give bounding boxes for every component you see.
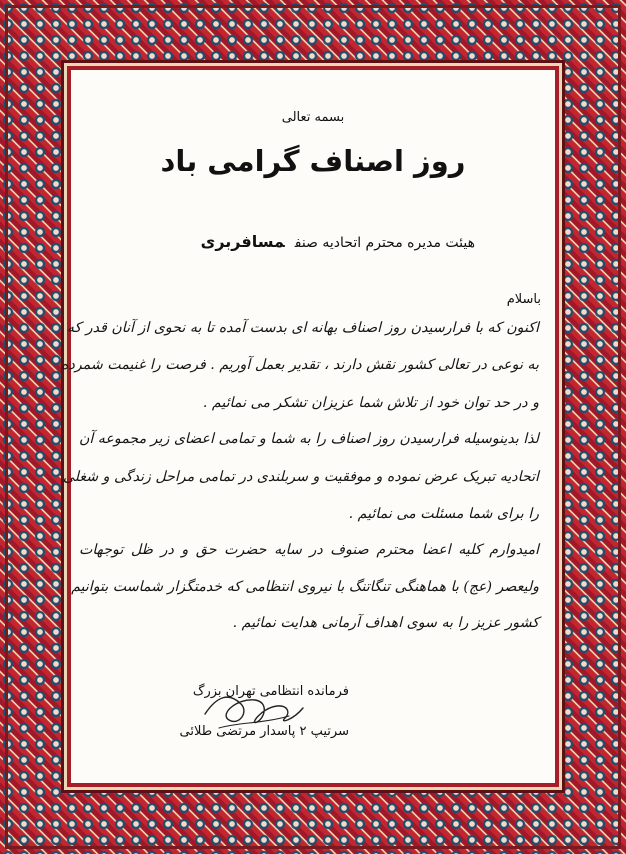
bismillah: بسمه تعالی: [281, 110, 345, 125]
handwritten-line: را برای شما مسئلت می نمائیم .: [348, 506, 539, 522]
recipient-line: هیئت مدیره محترم اتحادیه صنف: [294, 235, 475, 251]
handwritten-line: و در حد توان خود از تلاش شما عزیزان تشکر می نمائیم .: [202, 395, 539, 411]
signature-title: فرمانده انتظامی تهران بزرگ: [192, 684, 349, 699]
signature-scribble: [199, 678, 309, 738]
handwritten-line: اکنون که با فرارسیدن روز اصناف بهانه ای بدست آمده تا به نحوی از آنان قدر که: [66, 320, 539, 336]
handwritten-line: اتحادیه تبریک عرض نموده و موفقیت و سربلندی در تمامی مراحل زندگی و شغلی: [62, 469, 539, 485]
letter-paper: [61, 70, 555, 783]
signature-block: [71, 678, 555, 758]
handwritten-line: کشور عزیز را به سوی اهداف آرمانی هدایت نمائیم .: [232, 615, 539, 631]
signature-name: سرتیپ ۲ پاسدار مرتضی طلائی: [179, 724, 349, 739]
letter-title: روز اصناف گرامی باد: [160, 144, 466, 178]
handwritten-line: لذا بدینوسیله فرارسیدن روز اصناف را به شما و تمامی اعضای زیر مجموعه آن: [78, 431, 539, 447]
handwritten-line: به نوعی در تعالی کشور نقش دارند ، تقدیر بعمل آوریم . فرصت را غنیمت شمرده: [61, 357, 539, 373]
recipient: [201, 232, 475, 251]
salutation: باسلام: [506, 292, 541, 307]
handwritten-line: ولیعصر (عج) با هماهنگی تنگاتنگ با نیروی انتظامی که خدمتگزار شماست بتوانیم: [71, 579, 539, 595]
recipient-guild: مسافربری: [200, 232, 285, 251]
handwritten-line: امیدوارم کلیه اعضا محترم صنوف در سایه حضرت حق و در ظل توجهات: [79, 542, 539, 558]
